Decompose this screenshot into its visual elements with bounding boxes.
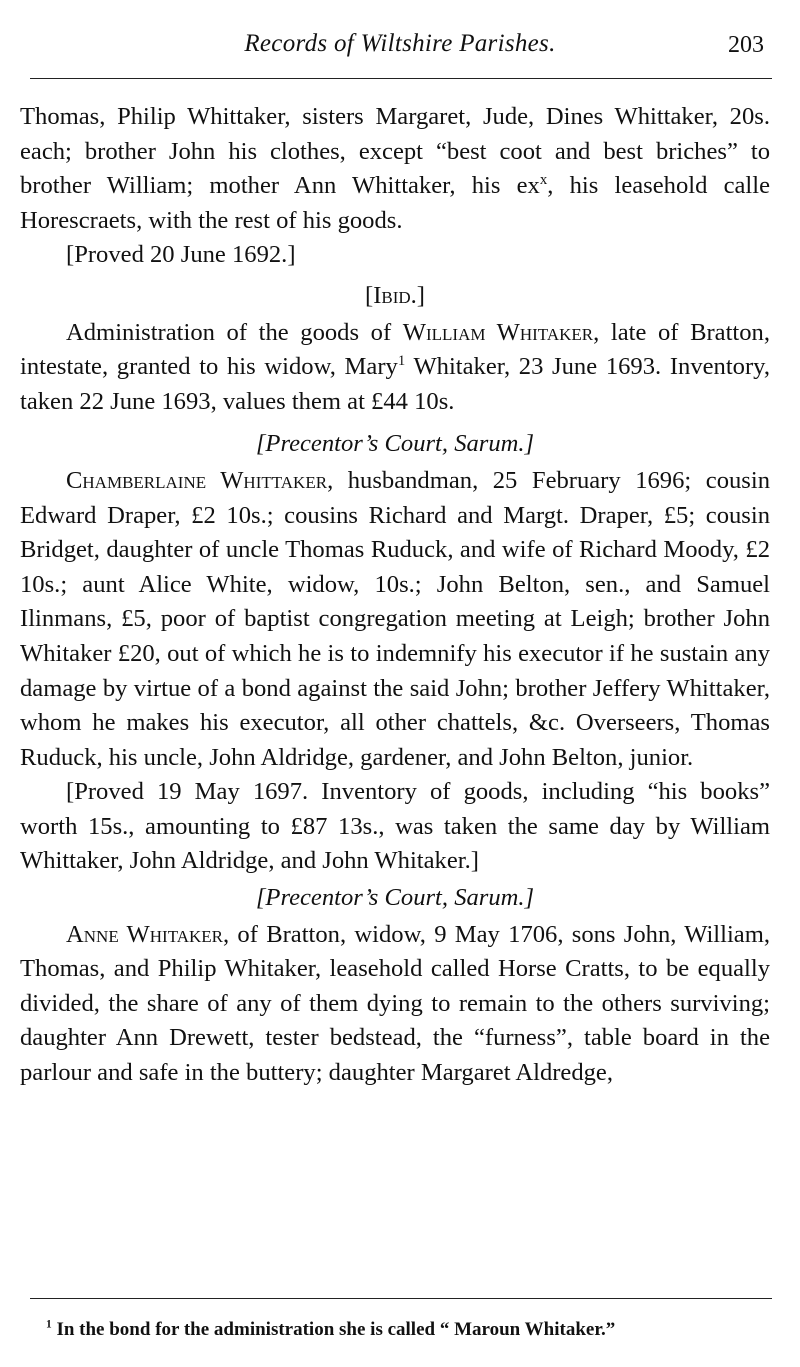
header-rule xyxy=(30,78,772,79)
paragraph-william-whitaker: Administration of the goods of William Whitaker, late of Bratton, intestate, granted to his widow, Mary$^1$ Whitaker, 23 June 1693. Inventory, taken 22 June 1693, values them at £44 10s. xyxy=(20,318,771,415)
section-heading-precentors-court-2: [Precentor’s Court, Sarum.] xyxy=(255,884,535,912)
footnote-marker: 1 xyxy=(46,1318,52,1331)
section-heading-ibid: [Ibid.] xyxy=(365,281,425,309)
page-number: 203 xyxy=(728,32,764,58)
footnote: $^1$ In the bond for the administration she is called “ Maroun Whitaker.” xyxy=(46,1318,616,1340)
section-heading-precentors-court-1: [Precentor’s Court, Sarum.] xyxy=(255,430,535,458)
person-name: Chamberlaine Whittaker xyxy=(66,466,328,494)
superscript-mark: x xyxy=(539,172,548,188)
paragraph-anne-whitaker: Anne Whitaker, of Bratton, widow, 9 May 1706, sons John, William, Thomas, and Philip Whitaker, leasehold called Horse Cratts, to be equally divided, the share of any of them dying to remain to the others surviving; daughter Ann Drewett, tester bedstead, the “furness”, table board in the parlour and safe in the buttery; daughter Margaret Aldredge, xyxy=(20,920,770,1087)
body-text xyxy=(20,100,770,1091)
paragraph-chamberlaine-whittaker: Chamberlaine Whittaker, husbandman, 25 February 1696; cousin Edward Draper, £2 10s.; cousins Richard and Margt. Draper, £5; cousin Bridget, daughter of uncle Thomas Ruduck, and wife of Richard Moody, £2 10s.; aunt Alice White, widow, 10s.; John Belton, sen., and Samuel Ilinmans, £5, poor of baptist congregation meeting at Leigh; brother John Whitaker £20, out of which he is to indemnify his executor if he sustain any damage by virtue of a bond against the said John; brother Jeffery Whittaker, whom he makes his executor, all other chattels, &c. Overseers, Thomas Ruduck, his uncle, John Aldridge, gardener, and John Belton, junior. xyxy=(20,466,770,771)
person-name: William Whitaker xyxy=(402,318,594,346)
footnote-ref: 1 xyxy=(397,352,406,369)
person-name: Anne Whitaker xyxy=(66,920,223,948)
paragraph-whittaker-will-continued: Thomas, Philip Whittaker, sisters Margaret, Jude, Dines Whittaker, 20s. each; brother John his clothes, except “best coot and best briches” to brother William; mother Ann Whittaker, his $ex^x$, his leasehold calle Horescraets, with the rest of his goods. xyxy=(20,103,770,234)
running-head xyxy=(0,28,800,68)
proved-note-1692: [Proved 20 June 1692.] xyxy=(66,241,296,269)
proved-note-1697: [Proved 19 May 1697. Inventory of goods, including “his books” worth 15s., amounting to £87 13s., was taken the same day by William Whittaker, John Aldridge, and John Whitaker.] xyxy=(20,778,770,875)
running-title: Records of Wiltshire Parishes. xyxy=(244,30,556,57)
footnote-rule xyxy=(30,1298,772,1299)
